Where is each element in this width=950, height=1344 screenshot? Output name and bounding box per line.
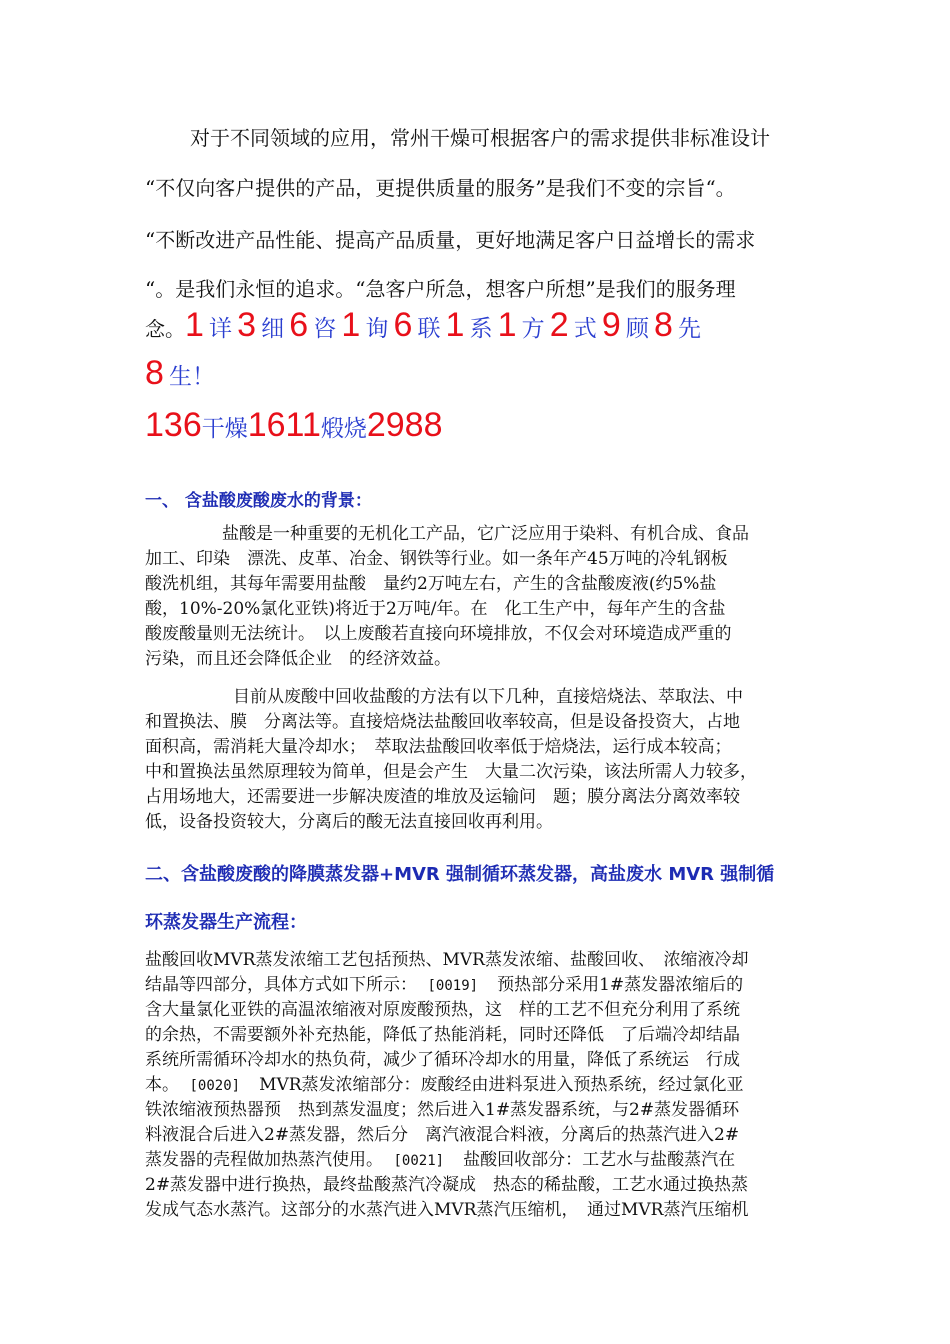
paragraph-line: 料液混合后进入2#蒸发器，然后分 离汽液混合料液，分离后的热蒸汽进入2# bbox=[145, 1125, 740, 1145]
paragraph-number: [0021] bbox=[393, 1153, 445, 1169]
intro-line: “不仅向客户提供的产品，更提供质量的服务”是我们不变的宗旨“。 bbox=[145, 176, 736, 200]
paragraph-line: 占用场地大，还需要进一步解决废渣的堆放及运输问 题；膜分离法分离效率较 bbox=[145, 787, 740, 807]
contact-line-1 bbox=[145, 306, 701, 345]
paragraph-line bbox=[145, 973, 743, 999]
phone-digit: 136 bbox=[145, 406, 202, 444]
intro-line: “。是我们永恒的追求。“急客户所急，想客户所想”是我们的服务理 bbox=[145, 277, 736, 301]
contact-char: 详 bbox=[209, 316, 233, 342]
text-run: 预热部分采用1#蒸发器浓缩后的 bbox=[480, 975, 744, 995]
contact-line-3 bbox=[145, 406, 443, 445]
phone-digit: 1 bbox=[497, 306, 517, 344]
phone-digit: 3 bbox=[237, 306, 257, 344]
paragraph-line: 低，设备投资较大，分离后的酸无法直接回收再利用。 bbox=[145, 812, 553, 832]
contact-char: 式 bbox=[573, 316, 597, 342]
paragraph-line: 盐酸是一种重要的无机化工产品，它广泛应用于染料、有机合成、食品 bbox=[222, 524, 749, 544]
phone-digit: 1 bbox=[185, 306, 204, 344]
phone-digit: 1 bbox=[341, 306, 361, 344]
paragraph-line: 酸，10%-20%氯化亚铁)将近于2万吨/年。在 化工生产中，每年产生的含盐 bbox=[145, 599, 726, 619]
paragraph-line: 酸废酸量则无法统计。 以上废酸若直接向环境排放，不仅会对环境造成严重的 bbox=[145, 624, 732, 644]
contact-char: 先 bbox=[678, 316, 701, 342]
paragraph-line: 和置换法、膜 分离法等。直接焙烧法盐酸回收率较高，但是设备投资大，占地 bbox=[145, 712, 740, 732]
phone-digit: 8 bbox=[145, 354, 164, 392]
paragraph-number: [0019] bbox=[427, 978, 479, 994]
section-heading: 二、含盐酸废酸的降膜蒸发器+MVR 强制循环蒸发器，高盐废水 MVR 强制循 bbox=[145, 864, 775, 885]
paragraph-line: 中和置换法虽然原理较为简单，但是会产生 大量二次污染，该法所需人力较多， bbox=[145, 762, 757, 782]
contact-char: 细 bbox=[261, 316, 285, 342]
phone-digit: 6 bbox=[289, 306, 309, 344]
text-run: MVR蒸发浓缩部分：废酸经由进料泵进入预热系统，经过氯化亚 bbox=[242, 1075, 744, 1095]
phone-digit: 9 bbox=[601, 306, 621, 344]
phone-digit: 1611 bbox=[247, 406, 321, 444]
contact-line-2 bbox=[145, 354, 215, 393]
section-heading: 一、 含盐酸废酸废水的背景： bbox=[145, 491, 372, 511]
intro-line: “不断改进产品性能、提高产品质量，更好地满足客户日益增长的需求 bbox=[145, 228, 756, 252]
section-heading: 环蒸发器生产流程： bbox=[145, 912, 307, 933]
paragraph-line bbox=[145, 1148, 735, 1174]
contact-char: 生！ bbox=[169, 364, 216, 390]
paragraph-line: 含大量氯化亚铁的高温浓缩液对原废酸预热，这 样的工艺不但充分利用了系统 bbox=[145, 1000, 740, 1020]
text-run: 蒸发器的壳程做加热蒸汽使用。 bbox=[145, 1150, 392, 1170]
contact-char: 方 bbox=[521, 316, 545, 342]
paragraph-line: 2#蒸发器中进行换热，最终盐酸蒸汽冷凝成 热态的稀盐酸，工艺水通过换热蒸 bbox=[145, 1175, 749, 1195]
paragraph-number: [0020] bbox=[189, 1078, 241, 1094]
contact-char: 询 bbox=[365, 316, 389, 342]
paragraph-line: 面积高，需消耗大量冷却水； 萃取法盐酸回收率低于焙烧法，运行成本较高； bbox=[145, 737, 732, 757]
paragraph-line: 目前从废酸中回收盐酸的方法有以下几种，直接焙烧法、萃取法、中 bbox=[233, 687, 743, 707]
paragraph-line: 铁浓缩液预热器预 热到蒸发温度；然后进入1#蒸发器系统，与2#蒸发器循环 bbox=[145, 1100, 740, 1120]
paragraph-line: 污染，而且还会降低企业 的经济效益。 bbox=[145, 649, 451, 669]
contact-char: 干燥 bbox=[201, 416, 248, 442]
paragraph-line: 盐酸回收MVR蒸发浓缩工艺包括预热、MVR蒸发浓缩、盐酸回收、 浓缩液冷却 bbox=[145, 950, 749, 970]
paragraph-line: 加工、印染 漂洗、皮革、冶金、钢铁等行业。如一条年产45万吨的冷轧钢板 bbox=[145, 549, 728, 569]
contact-char: 联 bbox=[417, 316, 441, 342]
intro-line: 对于不同领域的应用，常州干燥可根据客户的需求提供非标准设计 bbox=[190, 126, 770, 150]
text-run: 本。 bbox=[145, 1075, 188, 1095]
paragraph-line: 系统所需循环冷却水的热负荷，减少了循环冷却水的用量，降低了系统运 行成 bbox=[145, 1050, 740, 1070]
paragraph-line: 酸洗机组，其每年需要用盐酸 量约2万吨左右，产生的含盐酸废液(约5%盐 bbox=[145, 574, 717, 594]
contact-char: 系 bbox=[469, 316, 493, 342]
contact-char: 顾 bbox=[625, 316, 649, 342]
intro-ending: 念。 bbox=[145, 317, 185, 341]
phone-digit: 1 bbox=[445, 306, 465, 344]
phone-digit: 8 bbox=[653, 306, 673, 344]
paragraph-line bbox=[145, 1073, 744, 1099]
phone-digit: 6 bbox=[393, 306, 413, 344]
text-run: 结晶等四部分，具体方式如下所示： bbox=[145, 975, 426, 995]
contact-char: 咨 bbox=[313, 316, 337, 342]
contact-char: 煅烧 bbox=[320, 416, 367, 442]
text-run: 盐酸回收部分：工艺水与盐酸蒸汽在 bbox=[446, 1150, 736, 1170]
paragraph-line: 的余热，不需要额外补充热能，降低了热能消耗，同时还降低 了后端冷却结晶 bbox=[145, 1025, 740, 1045]
phone-digit: 2 bbox=[549, 306, 569, 344]
phone-digit: 2988 bbox=[366, 406, 443, 444]
paragraph-line: 发成气态水蒸汽。这部分的水蒸汽进入MVR蒸汽压缩机， 通过MVR蒸汽压缩机 bbox=[145, 1200, 749, 1220]
